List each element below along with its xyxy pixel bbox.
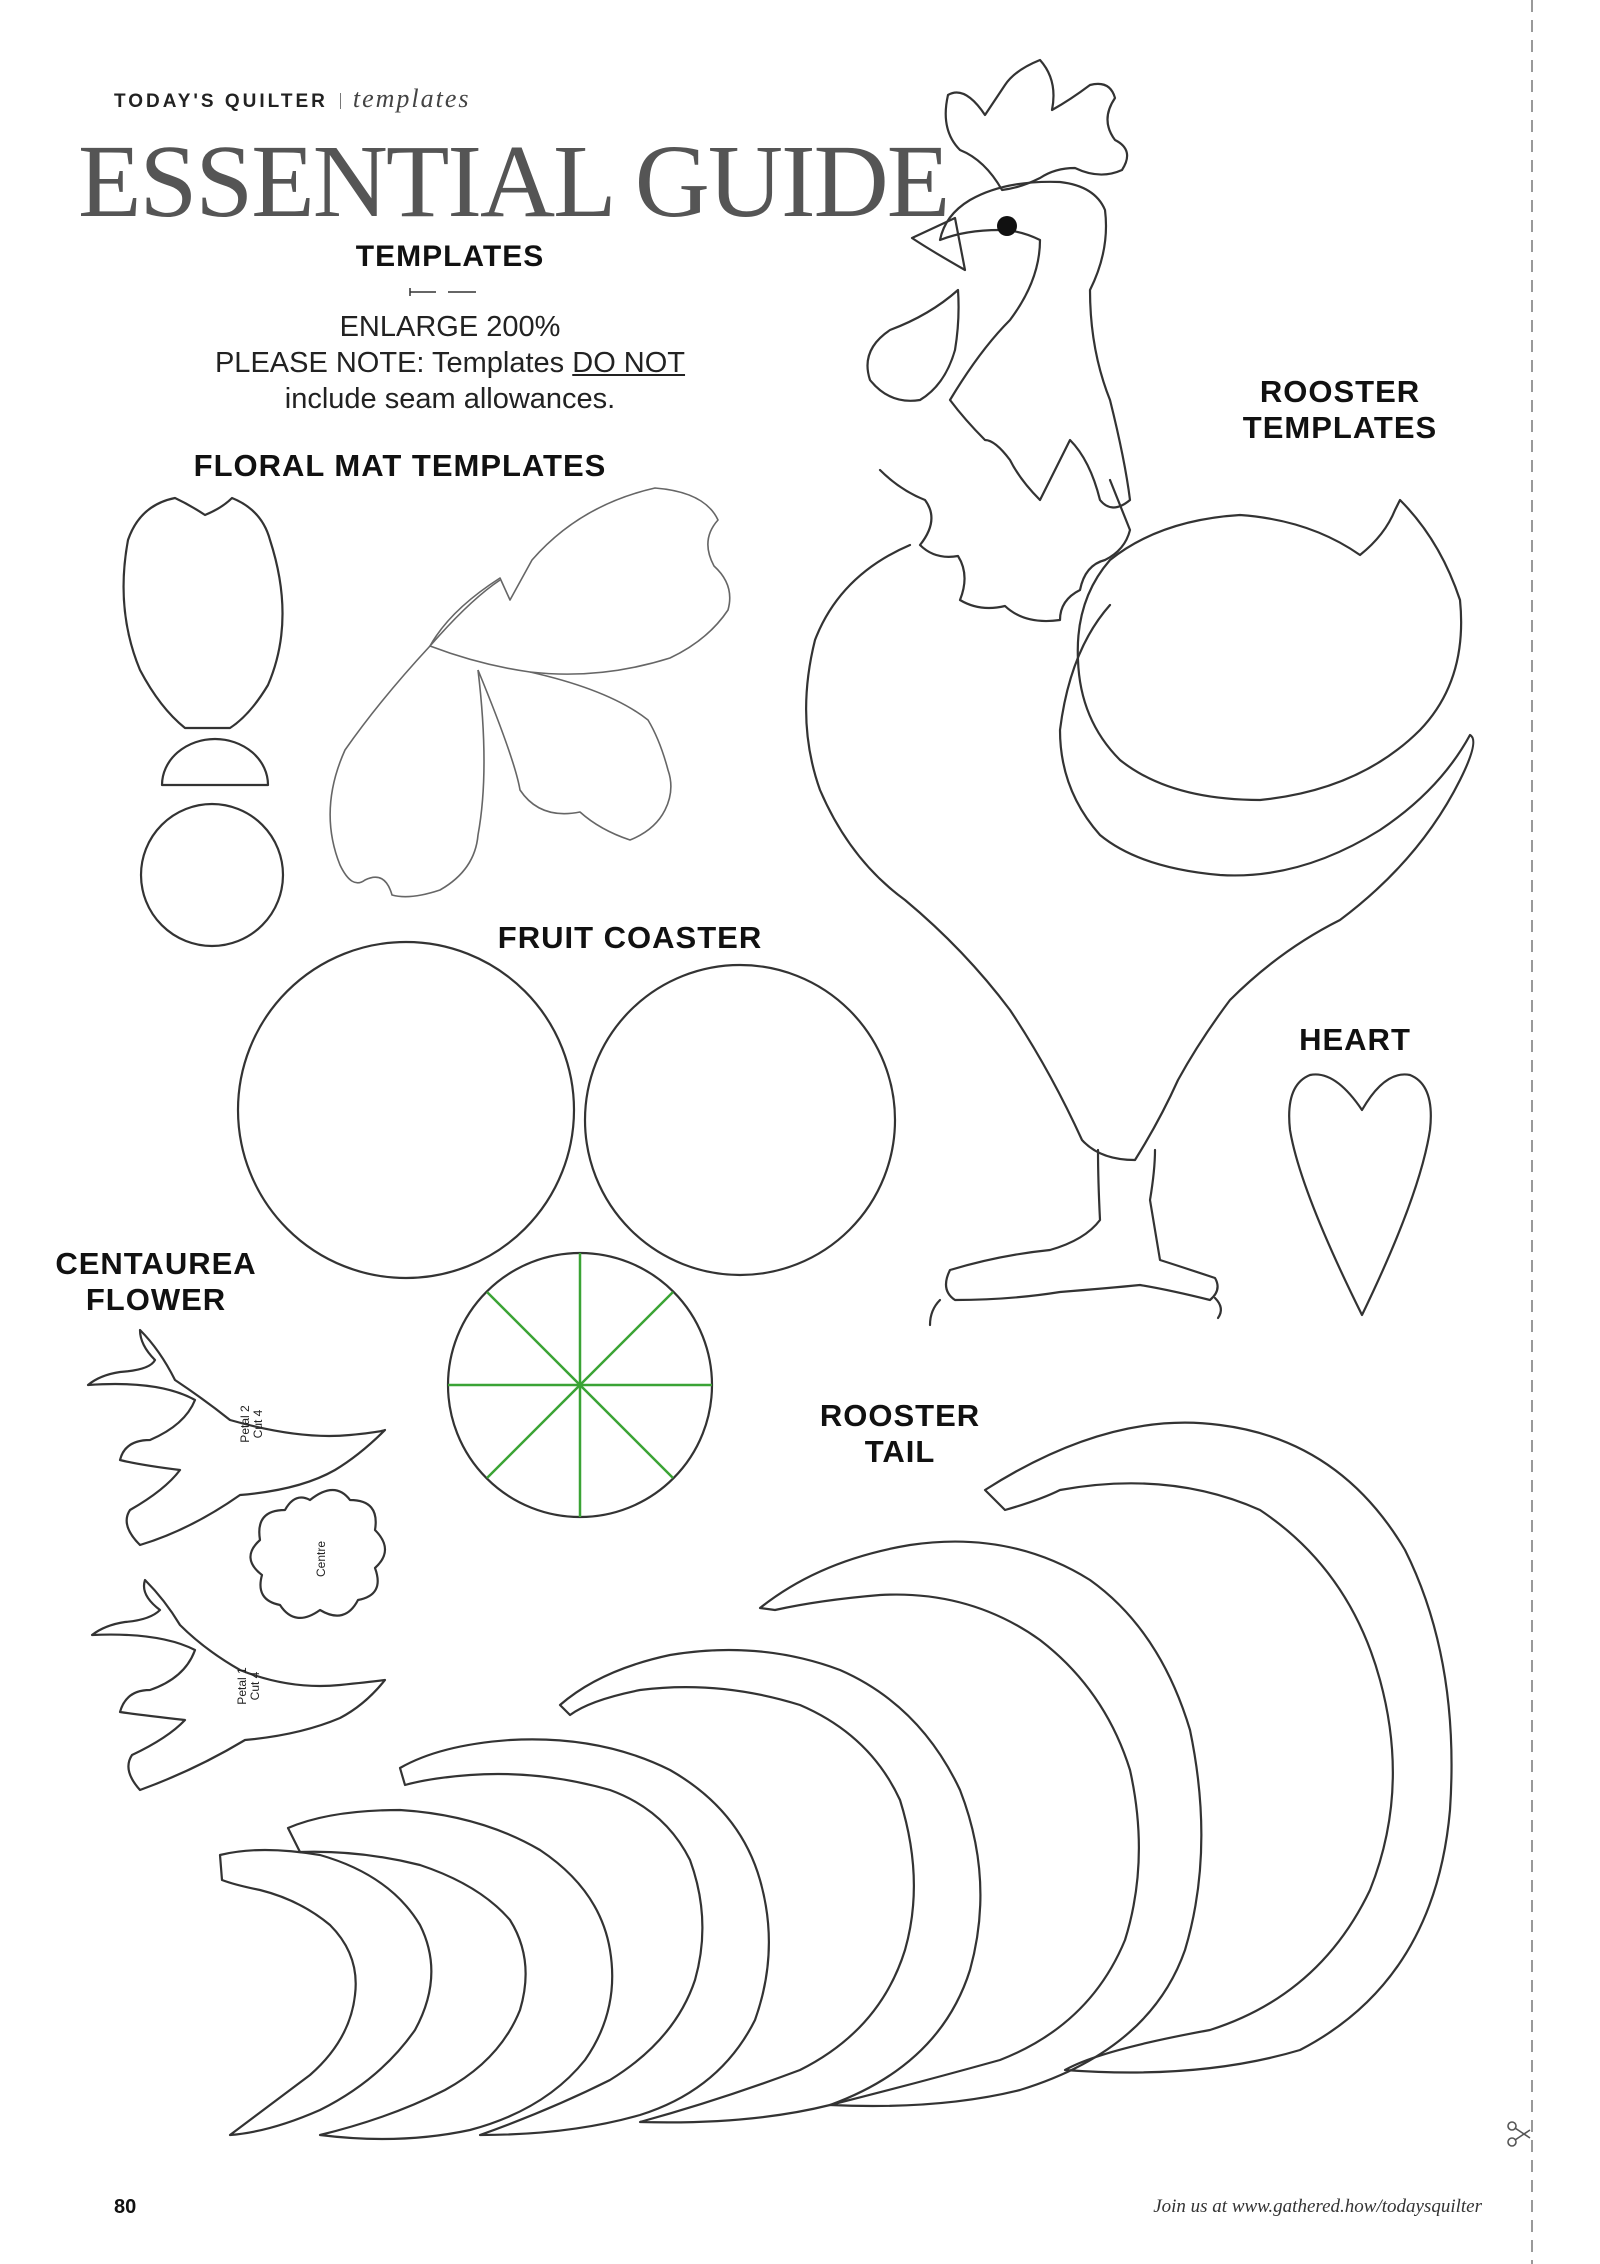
magazine-name: TODAY'S QUILTER — [114, 91, 328, 112]
centaurea-petal-2 — [88, 1330, 385, 1545]
label-rooster-tail-line1: ROOSTER — [819, 1398, 981, 1433]
petal1-cut: Cut 4 — [248, 1671, 262, 1701]
label-centaurea-line2: FLOWER — [85, 1282, 227, 1317]
floral-flower-shape — [330, 488, 730, 897]
label-heart: HEART — [1299, 1022, 1411, 1057]
label-rooster-line1: ROOSTER — [1259, 374, 1421, 409]
label-rooster-tail-line2: TAIL — [864, 1434, 936, 1469]
page-number: 80 — [114, 2196, 137, 2218]
footer-url: Join us at www.gathered.how/todaysquilter — [1153, 2196, 1482, 2217]
coaster-segmented-circle — [448, 1253, 712, 1517]
rooster-tail-feathers — [220, 1423, 1452, 2139]
section-name: templates — [352, 84, 471, 113]
petal2-label — [239, 1389, 267, 1459]
templates-heading: TEMPLATES — [355, 240, 545, 273]
seam-note-emphasis: DO NOT — [572, 347, 686, 379]
heart-shape — [1289, 1074, 1431, 1315]
label-rooster-line2: TEMPLATES — [1242, 410, 1438, 445]
floral-petal-shape — [124, 498, 283, 728]
seam-note-suffix: include seam allowances. — [284, 383, 616, 415]
seam-note-prefix: PLEASE NOTE: Templates — [214, 347, 573, 379]
petal1-label — [236, 1651, 264, 1721]
floral-circle — [141, 804, 283, 946]
centre-label: Centre — [314, 1540, 328, 1578]
page-title: ESSENTIAL GUIDE — [78, 124, 949, 239]
petal2-name: Petal 2 — [238, 1405, 252, 1443]
floral-half-circle — [162, 739, 268, 785]
petal2-cut: Cut 4 — [251, 1409, 265, 1439]
label-fruit-coaster: FRUIT COASTER — [497, 920, 763, 955]
label-centaurea-line1: CENTAUREA — [55, 1246, 257, 1281]
petal1-name: Petal 1 — [235, 1667, 249, 1705]
label-floral-mat: FLORAL MAT TEMPLATES — [193, 448, 607, 483]
scissors-icon — [1508, 2122, 1530, 2146]
rooster-shape — [806, 60, 1473, 1325]
enlarge-note: ENLARGE 200% — [339, 311, 561, 343]
coaster-circle-right — [585, 965, 895, 1275]
coaster-circle-left — [238, 942, 574, 1278]
